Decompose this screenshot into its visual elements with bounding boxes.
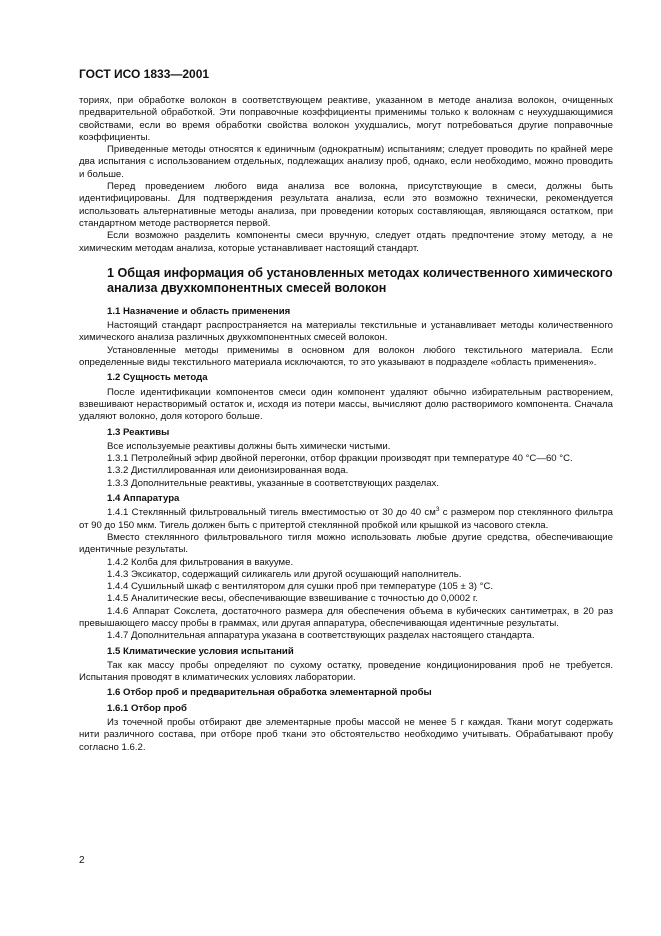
paragraph: Из точечной пробы отбирают две элементарные пробы массой не менее 5 г каждая. Ткани могут содержать нити различного состава, при отборе проб ткани это обстоятельство необходимо учитывать. Обрабатывают пробу согласно 1.6.2.	[79, 717, 613, 753]
paragraph: ториях, при обработке волокон в соответствующем реактиве, указанном в методе анализа волокон, очищенных предварительной обработкой. Эти поправочные коэффициенты применимы только к волокнам с неухудшающимися свойствами, если во время обработки свойства волокон ухудшались, могут потребоваться другие поправочные коэффициенты.	[79, 95, 613, 143]
subsection-heading: 1.2 Сущность метода	[107, 372, 208, 384]
document-body	[79, 95, 613, 754]
list-item: 1.4.7 Дополнительная аппаратура указана в соответствующих разделах настоящего стандарта.	[107, 630, 535, 642]
paragraph: Если возможно разделить компоненты смеси вручную, следует отдать предпочтение этому методу, а не химическим методам анализа, которые устанавливает настоящий стандарт.	[79, 230, 613, 254]
subsection-heading: 1.5 Климатические условия испытаний	[107, 645, 294, 657]
paragraph: Так как массу пробы определяют по сухому остатку, проведение кондиционирования проб не требуется. Испытания проводят в климатических условиях лаборатории.	[79, 659, 613, 684]
list-item: 1.3.2 Дистиллированная или деионизированная вода.	[107, 465, 349, 477]
section-heading: 1 Общая информация об установленных методах количественного химического анализа двухкомпонентных смесей волокон	[107, 265, 613, 296]
page-number: 2	[79, 855, 85, 866]
paragraph: Все используемые реактивы должны быть химически чистыми.	[107, 440, 391, 452]
list-item: 1.4.4 Сушильный шкаф с вентилятором для сушки проб при температуре (105 ± 3) °С.	[107, 581, 494, 593]
subsection-heading: 1.1 Назначение и область применения	[107, 305, 291, 317]
paragraph: Вместо стеклянного фильтровального тигля можно использовать любые другие средства, обеспечивающие идентичные результаты.	[79, 531, 613, 556]
subsection-heading: 1.6 Отбор проб и предварительная обработка элементарной пробы	[107, 687, 432, 699]
list-item: 1.3.3 Дополнительные реактивы, указанные в соответствующих разделах.	[107, 477, 440, 489]
page-header: ГОСТ ИСО 1833—2001	[79, 67, 210, 81]
paragraph: После идентификации компонентов смеси один компонент удаляют обычно избирательным растворением, взвешивают нерастворимый остаток и, исходя из потери массы, вычисляют долю растворимого компонента. Сначала удаляют волокно, доля которого больше.	[79, 386, 613, 423]
subsection-heading: 1.4 Аппаратура	[107, 493, 180, 505]
item-text: 1.4.1 Стеклянный фильтровальный тигель вместимостью от 30 до 40 см	[107, 507, 436, 519]
paragraph: Перед проведением любого вида анализа все волокна, присутствующие в смеси, должны быть идентифицированы. Для подтверждения результата анализа, если это возможно технически, рекомендуется использовать альтернативные методы анализа, при проведении которых составляющая, являющаяся остатком, при стандартном методе растворяется первой.	[79, 181, 613, 229]
list-item: 1.4.3 Эксикатор, содержащий силикагель или другой осушающий наполнитель.	[107, 568, 462, 580]
subsubsection-heading: 1.6.1 Отбор проб	[107, 702, 187, 714]
superscript: 3	[435, 506, 440, 514]
list-item: 1.4.5 Аналитические весы, обеспечивающие взвешивание с точностью до 0,0002 г.	[107, 593, 478, 605]
item-text: с размером пор стеклянного фильтра от 90 до 150 мкм. Тигель должен быть с притертой стеклянной пробкой или крышкой из часового стекла.	[79, 507, 613, 531]
paragraph: Настоящий стандарт распространяется на материалы текстильные и устанавливает методы количественного химического анализа различных двухкомпонентных смесей волокон.	[79, 320, 613, 344]
subsection-heading: 1.3 Реактивы	[107, 426, 170, 438]
list-item: 1.4.2 Колба для фильтрования в вакууме.	[107, 556, 294, 568]
paragraph: Установленные методы применимы в основном для волокон любого текстильного материала. Если определенные виды текстильного материала исключаются, то это указывают в подразделе «область применения».	[79, 344, 613, 369]
paragraph: Приведенные методы относятся к единичным (однократным) испытаниям; следует проводить по крайней мере два испытания с использованием отдельных, подлежащих анализу проб, однако, если необходимо, можно проводить и больше.	[79, 144, 613, 180]
list-item	[79, 507, 613, 532]
list-item: 1.4.6 Аппарат Сокслета, достаточного размера для обеспечения объема в кубических сантиметрах, в 20 раз превышающего массу пробы в граммах, или другая аппаратура, обеспечивающая идентичные результаты.	[79, 605, 613, 629]
list-item: 1.3.1 Петролейный эфир двойной перегонки, отбор фракции производят при температуре 40 °С—60 °С.	[107, 453, 573, 465]
